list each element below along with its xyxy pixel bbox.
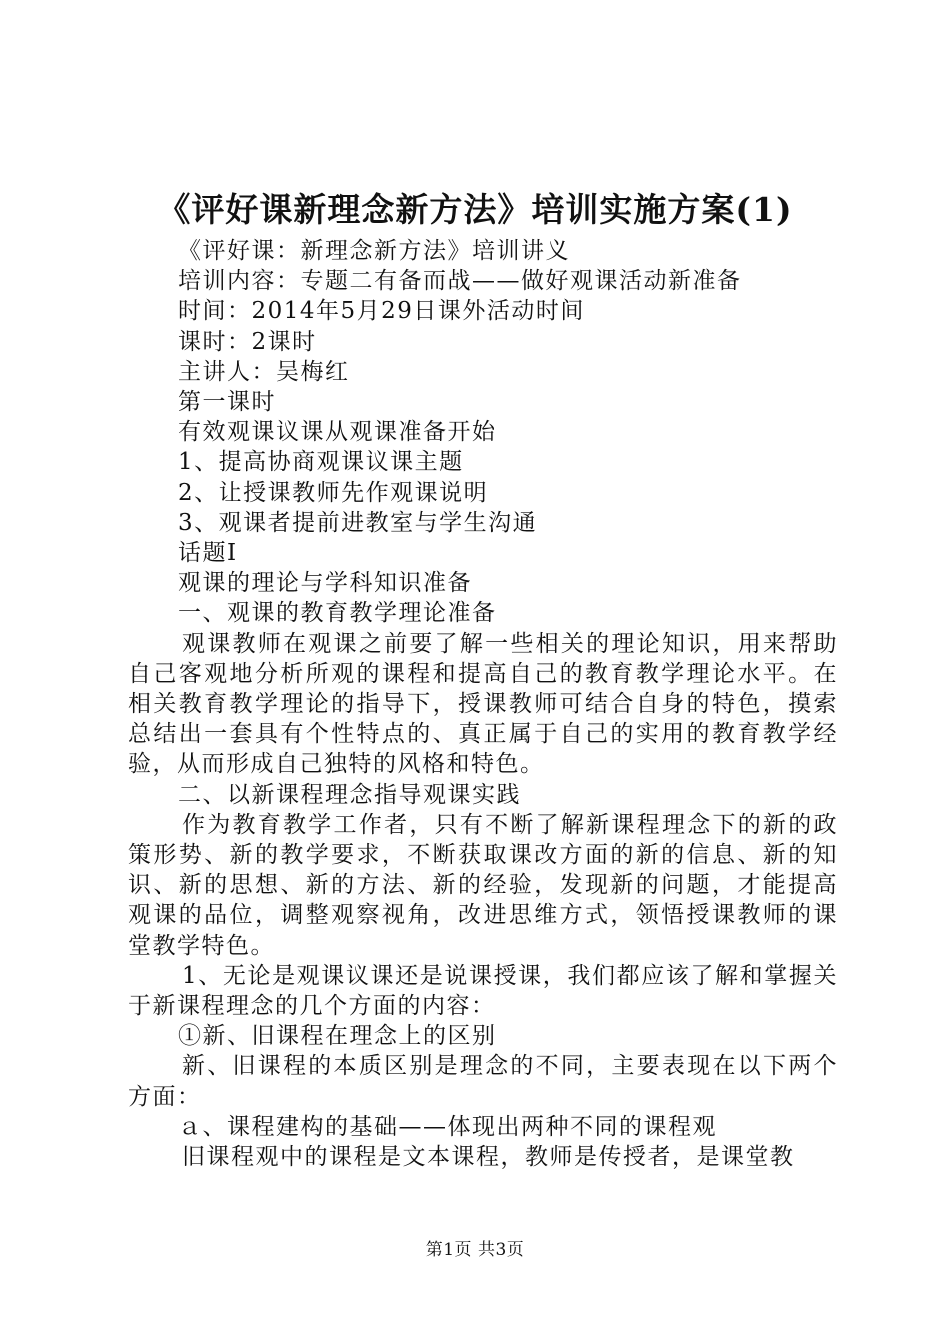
lecturer-line: 主讲人：吴梅红 — [178, 358, 350, 385]
numbered-item: ①新、旧课程在理念上的区别 — [178, 1023, 497, 1050]
class-hours-line: 课时：2课时 — [178, 328, 317, 355]
time-line: 时间：2014年5月29日课外活动时间 — [178, 298, 585, 325]
list-item: 1、提高协商观课议课主题 — [178, 449, 464, 476]
document-body — [128, 236, 838, 1172]
training-content-line: 培训内容：专题二有备而战——做好观课活动新准备 — [178, 268, 742, 295]
subsection-heading: 一、观课的教育教学理论准备 — [178, 600, 497, 627]
topic-subheading: 观课的理论与学科知识准备 — [178, 570, 472, 597]
paragraph: 作为教育教学工作者，只有不断了解新课程理念下的新的政策形势、新的教学要求，不断获取课改方面的新的信息、新的知识、新的思想、新的方法、新的经验，发现新的问题，才能提高观课的品位，调整观察视角，改进思维方式，领悟授课教师的课堂教学特色。 — [128, 811, 838, 959]
lecture-heading: 《评好课：新理念新方法》培训讲义 — [178, 238, 570, 264]
list-item: 3、观课者提前进教室与学生沟通 — [178, 509, 538, 536]
lettered-item: ａ、课程建构的基础——体现出两种不同的课程观 — [178, 1113, 717, 1140]
paragraph: 新、旧课程的本质区别是理念的不同，主要表现在以下两个方面： — [128, 1053, 838, 1110]
first-lesson-heading: 第一课时 — [178, 389, 276, 416]
paragraph: 1、无论是观课议课还是说课授课，我们都应该了解和掌握关于新课程理念的几个方面的内容： — [128, 962, 838, 1020]
section-heading: 有效观课议课从观课准备开始 — [178, 419, 497, 446]
topic-heading: 话题Ⅰ — [178, 540, 238, 567]
paragraph: 观课教师在观课之前要了解一些相关的理论知识，用来帮助自己客观地分析所观的课程和提高自己的教育教学理论水平。在相关教育教学理论的指导下，授课教师可结合自身的特色，摸索总结出一套具有个性特点的、真正属于自己的实用的教育教学经验，从而形成自己独特的风格和特色。 — [128, 630, 838, 778]
document-title: 《评好课新理念新方法》培训实施方案(1) — [157, 190, 793, 229]
list-item: 2、让授课教师先作观课说明 — [178, 479, 489, 506]
page-footer: 第1页 共3页 — [425, 1240, 525, 1260]
subsection-heading: 二、以新课程理念指导观课实践 — [178, 781, 521, 808]
paragraph: 旧课程观中的课程是文本课程，教师是传授者，是课堂教 — [182, 1144, 795, 1171]
